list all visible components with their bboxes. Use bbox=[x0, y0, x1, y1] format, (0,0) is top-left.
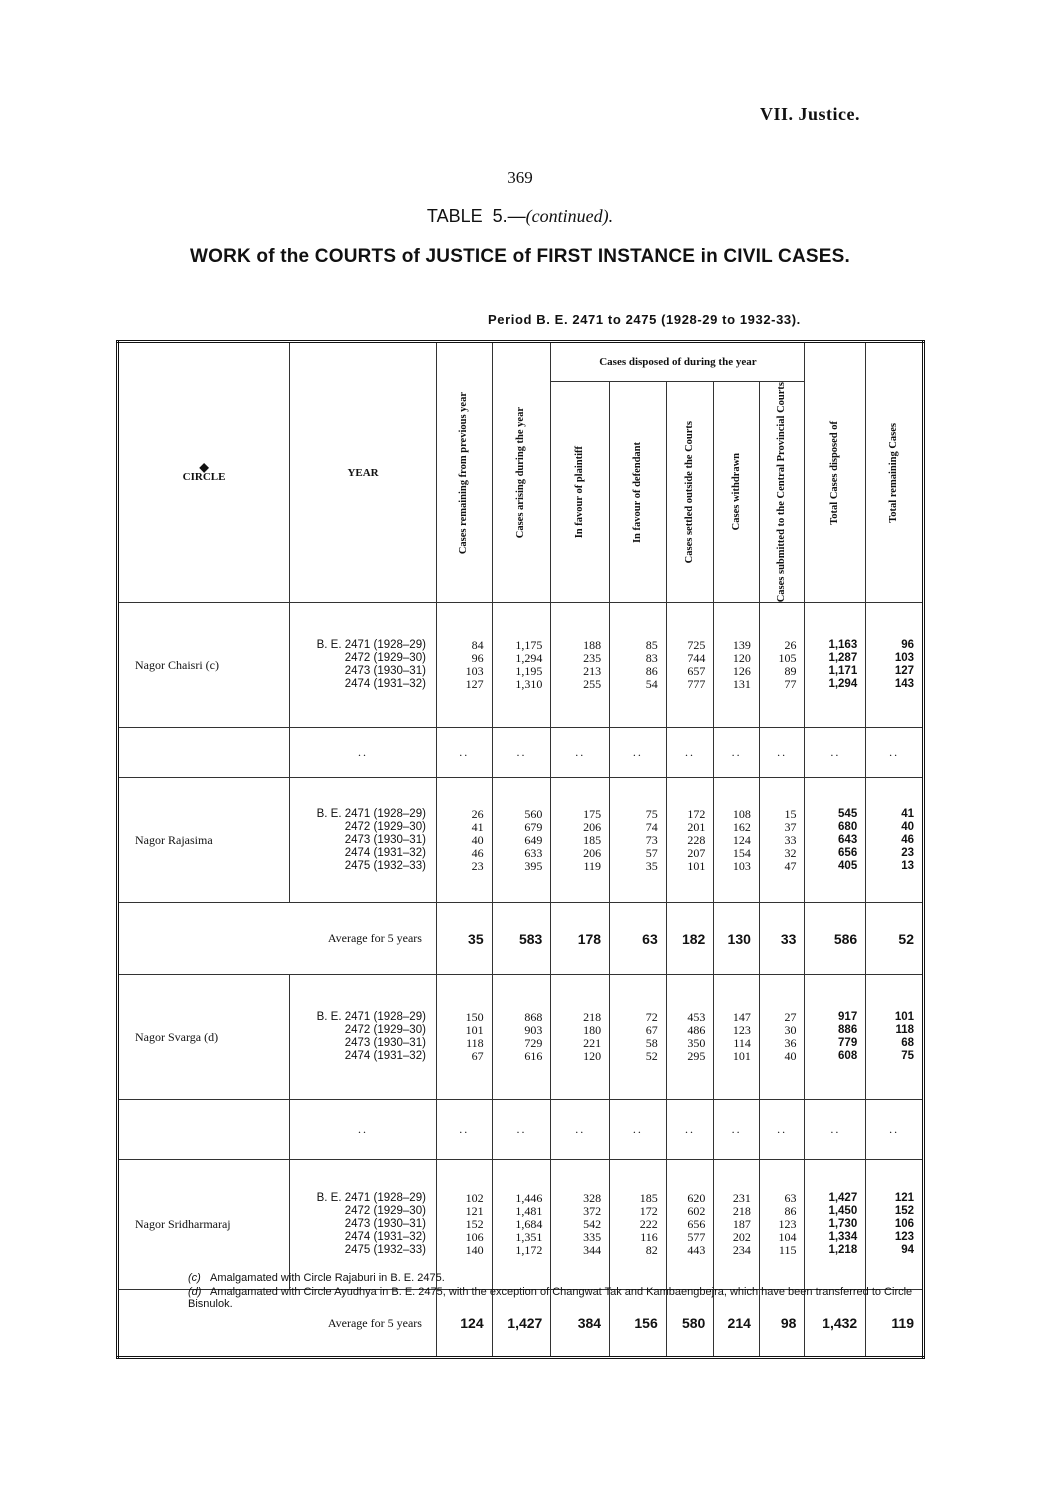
circle-header: ◆ CIRCLE bbox=[118, 342, 290, 603]
circle-name: Nagor Sridharmaraj bbox=[118, 1160, 290, 1290]
section-header: VII. Justice. bbox=[760, 104, 860, 124]
total-disposed-values: 1,163 1,287 1,171 1,294 bbox=[805, 603, 866, 728]
defendant-values: 72 67 58 52 bbox=[610, 975, 667, 1100]
defendant-values: 185 172 222 116 82 bbox=[610, 1160, 667, 1290]
circle-block bbox=[118, 603, 924, 728]
circle-block bbox=[118, 975, 924, 1100]
circle-block bbox=[118, 1160, 924, 1290]
settled-values: 172 201 228 207 101 bbox=[666, 778, 714, 903]
remaining-prev-header: Cases remaining from previous year bbox=[436, 342, 492, 603]
circle-block bbox=[118, 778, 924, 903]
civil-cases-table bbox=[116, 340, 925, 1359]
total-disposed-values: 545 680 643 656 405 bbox=[805, 778, 866, 903]
withdrawn-values: 231 218 187 202 234 bbox=[714, 1160, 760, 1290]
defendant-header: In favour of defendant bbox=[610, 382, 667, 603]
remaining-prev-values: 26 41 40 46 23 bbox=[436, 778, 492, 903]
circle-name: Nagor Svarga (d) bbox=[118, 975, 290, 1100]
empty-average-row: .. .. .. .. .. .. .. .. .. .. bbox=[118, 728, 924, 778]
total-disposed-values: 1,427 1,450 1,730 1,334 1,218 bbox=[805, 1160, 866, 1290]
plaintiff-values: 175 206 185 206 119 bbox=[551, 778, 610, 903]
arising-values: 868 903 729 616 bbox=[492, 975, 551, 1100]
table-title bbox=[0, 206, 1040, 227]
table-label: TABLE bbox=[426, 206, 483, 226]
period-heading: Period B. E. 2471 to 2475 (1928-29 to 1932-33). bbox=[488, 312, 801, 327]
submitted-values: 15 37 33 32 47 bbox=[759, 778, 805, 903]
total-remaining-values: 101 118 68 75 bbox=[866, 975, 924, 1100]
total-remaining-values: 121 152 106 123 94 bbox=[866, 1160, 924, 1290]
defendant-values: 85 83 86 54 bbox=[610, 603, 667, 728]
circle-name: Nagor Rajasima bbox=[118, 778, 290, 903]
plaintiff-header: In favour of plaintiff bbox=[551, 382, 610, 603]
withdrawn-header: Cases withdrawn bbox=[714, 382, 760, 603]
settled-values: 725 744 657 777 bbox=[666, 603, 714, 728]
defendant-values: 75 74 73 57 35 bbox=[610, 778, 667, 903]
disposed-group-header: Cases disposed of during the year bbox=[551, 342, 805, 382]
year-list: B. E. 2471 (1928–29) 2472 (1929–30) 2473 (1930–31) 2474 (1931–32) bbox=[290, 603, 437, 728]
submitted-values: 63 86 123 104 115 bbox=[759, 1160, 805, 1290]
withdrawn-values: 139 120 126 131 bbox=[714, 603, 760, 728]
arising-values: 1,446 1,481 1,684 1,351 1,172 bbox=[492, 1160, 551, 1290]
arising-values: 560 679 649 633 395 bbox=[492, 778, 551, 903]
year-list: B. E. 2471 (1928–29) 2472 (1929–30) 2473 (1930–31) 2474 (1931–32) bbox=[290, 975, 437, 1100]
table-continued: (continued). bbox=[525, 206, 614, 226]
main-title: WORK of the COURTS of JUSTICE of FIRST INSTANCE in CIVIL CASES. bbox=[189, 246, 850, 267]
average-label: Average for 5 years bbox=[118, 903, 437, 975]
remaining-prev-values: 102 121 152 106 140 bbox=[436, 1160, 492, 1290]
footnote: (d) Amalgamated with Circle Ayudhya in B. E. 2475, with the exception of Changwat Tak and Kambaengbejra, which have been transferred to Circle Bisnulok. bbox=[188, 1286, 913, 1310]
arising-header: Cases arising during the year bbox=[492, 342, 551, 603]
remaining-prev-values: 150 101 118 67 bbox=[436, 975, 492, 1100]
year-header: YEAR bbox=[290, 342, 437, 603]
total-disposed-values: 917 886 779 608 bbox=[805, 975, 866, 1100]
empty-average-row: .. .. .. .. .. .. .. .. .. .. bbox=[118, 1100, 924, 1160]
circle-name: Nagor Chaisri (c) bbox=[118, 603, 290, 728]
average-row: Average for 5 years 124 1,427 384 156 580 214 98 1,432 119 bbox=[118, 1290, 924, 1358]
year-list: B. E. 2471 (1928–29) 2472 (1929–30) 2473 (1930–31) 2474 (1931–32) 2475 (1932–33) bbox=[290, 1160, 437, 1290]
plaintiff-values: 328 372 542 335 344 bbox=[551, 1160, 610, 1290]
average-label: Average for 5 years bbox=[118, 1290, 437, 1358]
arising-values: 1,175 1,294 1,195 1,310 bbox=[492, 603, 551, 728]
submitted-header: Cases submitted to the Central Provincial Courts bbox=[759, 382, 805, 603]
page-number: 369 bbox=[507, 168, 533, 187]
submitted-values: 27 30 36 40 bbox=[759, 975, 805, 1100]
remaining-prev-values: 84 96 103 127 bbox=[436, 603, 492, 728]
plaintiff-values: 188 235 213 255 bbox=[551, 603, 610, 728]
total-remaining-values: 96 103 127 143 bbox=[866, 603, 924, 728]
total-remaining-values: 41 40 46 23 13 bbox=[866, 778, 924, 903]
average-row: Average for 5 years 35 583 178 63 182 130 33 586 52 bbox=[118, 903, 924, 975]
footnote: (c) Amalgamated with Circle Rajaburi in B. E. 2475. bbox=[188, 1272, 445, 1284]
withdrawn-values: 147 123 114 101 bbox=[714, 975, 760, 1100]
total-disposed-header: Total Cases disposed of bbox=[805, 342, 866, 603]
settled-values: 453 486 350 295 bbox=[666, 975, 714, 1100]
total-remaining-header: Total remaining Cases bbox=[866, 342, 924, 603]
table-number: 5.— bbox=[492, 206, 526, 226]
settled-header: Cases settled outside the Courts bbox=[666, 382, 714, 603]
settled-values: 620 602 656 577 443 bbox=[666, 1160, 714, 1290]
submitted-values: 26 105 89 77 bbox=[759, 603, 805, 728]
year-list: B. E. 2471 (1928–29) 2472 (1929–30) 2473 (1930–31) 2474 (1931–32) 2475 (1932–33) bbox=[290, 778, 437, 903]
withdrawn-values: 108 162 124 154 103 bbox=[714, 778, 760, 903]
plaintiff-values: 218 180 221 120 bbox=[551, 975, 610, 1100]
